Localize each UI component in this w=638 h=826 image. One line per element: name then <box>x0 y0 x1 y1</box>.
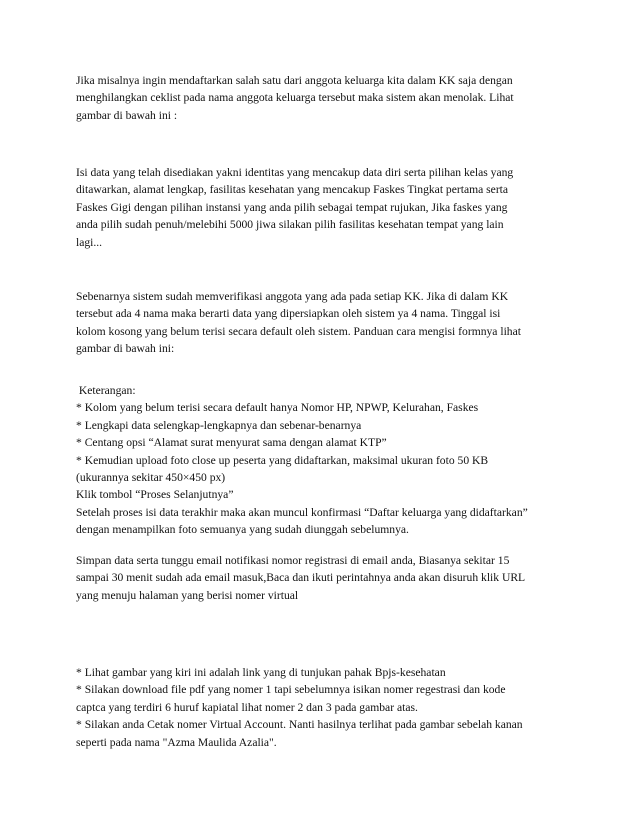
text-line: ditawarkan, alamat lengkap, fasilitas kesehatan yang mencakup Faskes Tingkat pertama serta <box>76 183 509 197</box>
text-line: Faskes Gigi dengan pilihan instansi yang anda pilih sebagai tempat rujukan, Jika faskes yang <box>76 200 508 214</box>
text-line: kolom kosong yang belum terisi secara default oleh sistem. Panduan cara mengisi formnya lihat <box>76 324 521 338</box>
text-line: * Centang opsi “Alamat surat menyurat sama dengan alamat KTP” <box>76 436 387 450</box>
text-line: * Kemudian upload foto close up peserta yang didaftarkan, maksimal ukuran foto 50 KB <box>76 453 489 467</box>
paragraph-email-notification <box>76 552 576 604</box>
text-line: sampai 30 menit sudah ada email masuk,Baca dan ikuti perintahnya anda akan disuruh klik URL <box>76 571 526 585</box>
text-line: Setelah proses isi data terakhir maka akan muncul konfirmasi “Daftar keluarga yang didaftarkan” <box>76 505 528 519</box>
text-line: * Lengkapi data selengkap-lengkapnya dan sebenar-benarnya <box>76 418 362 432</box>
text-line: gambar di bawah ini : <box>76 108 178 122</box>
text-line: * Silakan download file pdf yang nomer 1 tapi sebelumnya isikan nomer regestrasi dan kode <box>76 683 506 697</box>
notes-heading: Keterangan: <box>76 384 136 397</box>
paragraph-virtual-account <box>76 664 576 751</box>
text-line: gambar di bawah ini: <box>76 342 175 356</box>
text-line: (ukurannya sekitar 450×450 px) <box>76 471 226 485</box>
text-line: dengan menampilkan foto semuanya yang sudah diunggah sebelumnya. <box>76 523 409 537</box>
text-line: Simpan data serta tunggu email notifikasi nomor registrasi di email anda, Biasanya sekitar 15 <box>76 554 510 567</box>
paragraph-notes <box>76 382 576 539</box>
text-line: lagi... <box>76 235 103 249</box>
text-line: * Kolom yang belum terisi secara default hanya Nomor HP, NPWP, Kelurahan, Faskes <box>76 401 479 415</box>
paragraph-registration-warning <box>76 72 576 124</box>
text-line: yang menuju halaman yang berisi nomer virtual <box>76 588 299 602</box>
text-line: Isi data yang telah disediakan yakni identitas yang mencakup data diri serta pilihan kelas yang <box>76 166 514 179</box>
text-line: anda pilih sudah penuh/melebihi 5000 jiwa silakan pilih fasilitas kesehatan tempat yang lain <box>76 218 504 232</box>
text-line: seperti pada nama "Azma Maulida Azalia". <box>76 735 277 749</box>
text-line: menghilangkan ceklist pada nama anggota keluarga tersebut maka sistem akan menolak. Lihat <box>76 91 514 105</box>
text-line: * Silakan anda Cetak nomer Virtual Account. Nanti hasilnya terlihat pada gambar sebelah kanan <box>76 718 523 732</box>
text-line: Jika misalnya ingin mendaftarkan salah satu dari anggota keluarga kita dalam KK saja dengan <box>76 74 513 87</box>
paragraph-system-verification <box>76 288 576 358</box>
text-line: tersebut ada 4 nama maka berarti data yang dipersiapkan oleh sistem ya 4 nama. Tinggal isi <box>76 307 501 321</box>
paragraph-fill-identity <box>76 164 576 251</box>
text-line: captca yang terdiri 6 huruf kapiatal lihat nomer 2 dan 3 pada gambar atas. <box>76 700 418 714</box>
text-line: Sebenarnya sistem sudah memverifikasi anggota yang ada pada setiap KK. Jika di dalam KK <box>76 290 509 303</box>
text-line: Klik tombol “Proses Selanjutnya” <box>76 488 234 502</box>
text-line: * Lihat gambar yang kiri ini adalah link yang di tunjukan pahak Bpjs-kesehatan <box>76 666 446 679</box>
